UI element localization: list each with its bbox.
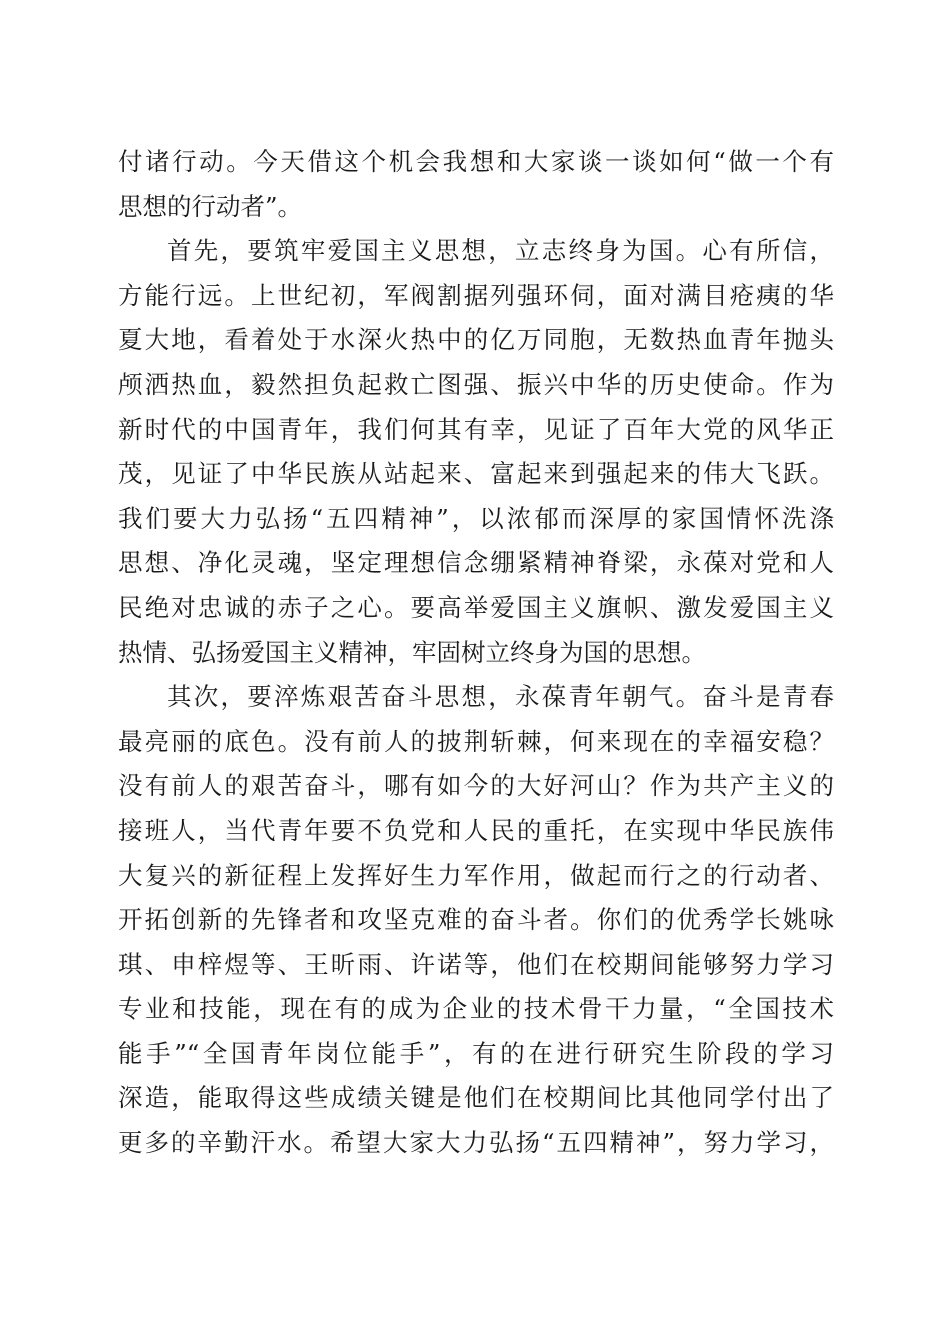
text-line: 更多的辛勤汗水。希望大家大力弘扬“五四精神”，努力学习， [118,1128,834,1158]
text-line: 新时代的中国青年，我们何其有幸，见证了百年大党的风华正 [118,414,834,444]
text-line: 思想的行动者”。 [118,191,303,221]
text-line: 大复兴的新征程上发挥好生力军作用，做起而行之的行动者、 [118,860,834,890]
text-line: 茂，见证了中华民族从站起来、富起来到强起来的伟大飞跃。 [118,459,834,489]
text-line: 接班人，当代青年要不负党和人民的重托，在实现中华民族伟 [118,815,834,845]
text-line: 深造，能取得这些成绩关键是他们在校期间比其他同学付出了 [118,1083,834,1113]
text-line: 能手”“全国青年岗位能手”，有的在进行研究生阶段的学习 [118,1038,834,1068]
text-line: 方能行远。上世纪初，军阀割据列强环伺，面对满目疮痍的华 [118,280,834,310]
text-line: 付诸行动。今天借这个机会我想和大家谈一谈如何“做一个有 [118,147,834,176]
text-line: 开拓创新的先锋者和攻坚克难的奋斗者。你们的优秀学长姚咏 [118,905,834,935]
text-line: 夏大地，看着处于水深火热中的亿万同胞，无数热血青年抛头 [118,325,834,355]
text-line: 民绝对忠诚的赤子之心。要高举爱国主义旗帜、激发爱国主义 [118,592,834,622]
text-line: 颅洒热血，毅然担负起救亡图强、振兴中华的历史使命。作为 [118,369,834,399]
text-line: 专业和技能，现在有的成为企业的技术骨干力量，“全国技术 [118,994,834,1024]
text-line: 琪、申梓煜等、王昕雨、许诺等，他们在校期间能够努力学习 [118,949,834,979]
text-line: 没有前人的艰苦奋斗，哪有如今的大好河山？作为共产主义的 [118,771,834,801]
text-line: 思想、净化灵魂，坚定理想信念绷紧精神脊梁，永葆对党和人 [118,548,834,578]
paragraph-first-line: 首先，要筑牢爱国主义思想，立志终身为国。心有所信， [167,236,834,266]
body-text [118,140,834,1166]
paragraph-first-line: 其次，要淬炼艰苦奋斗思想，永葆青年朝气。奋斗是青春 [167,682,834,712]
text-line: 热情、弘扬爱国主义精神，牢固树立终身为国的思想。 [118,637,706,667]
text-line: 我们要大力弘扬“五四精神”，以浓郁而深厚的家国情怀洗涤 [118,503,834,533]
text-line: 最亮丽的底色。没有前人的披荆斩棘，何来现在的幸福安稳？ [118,726,834,756]
